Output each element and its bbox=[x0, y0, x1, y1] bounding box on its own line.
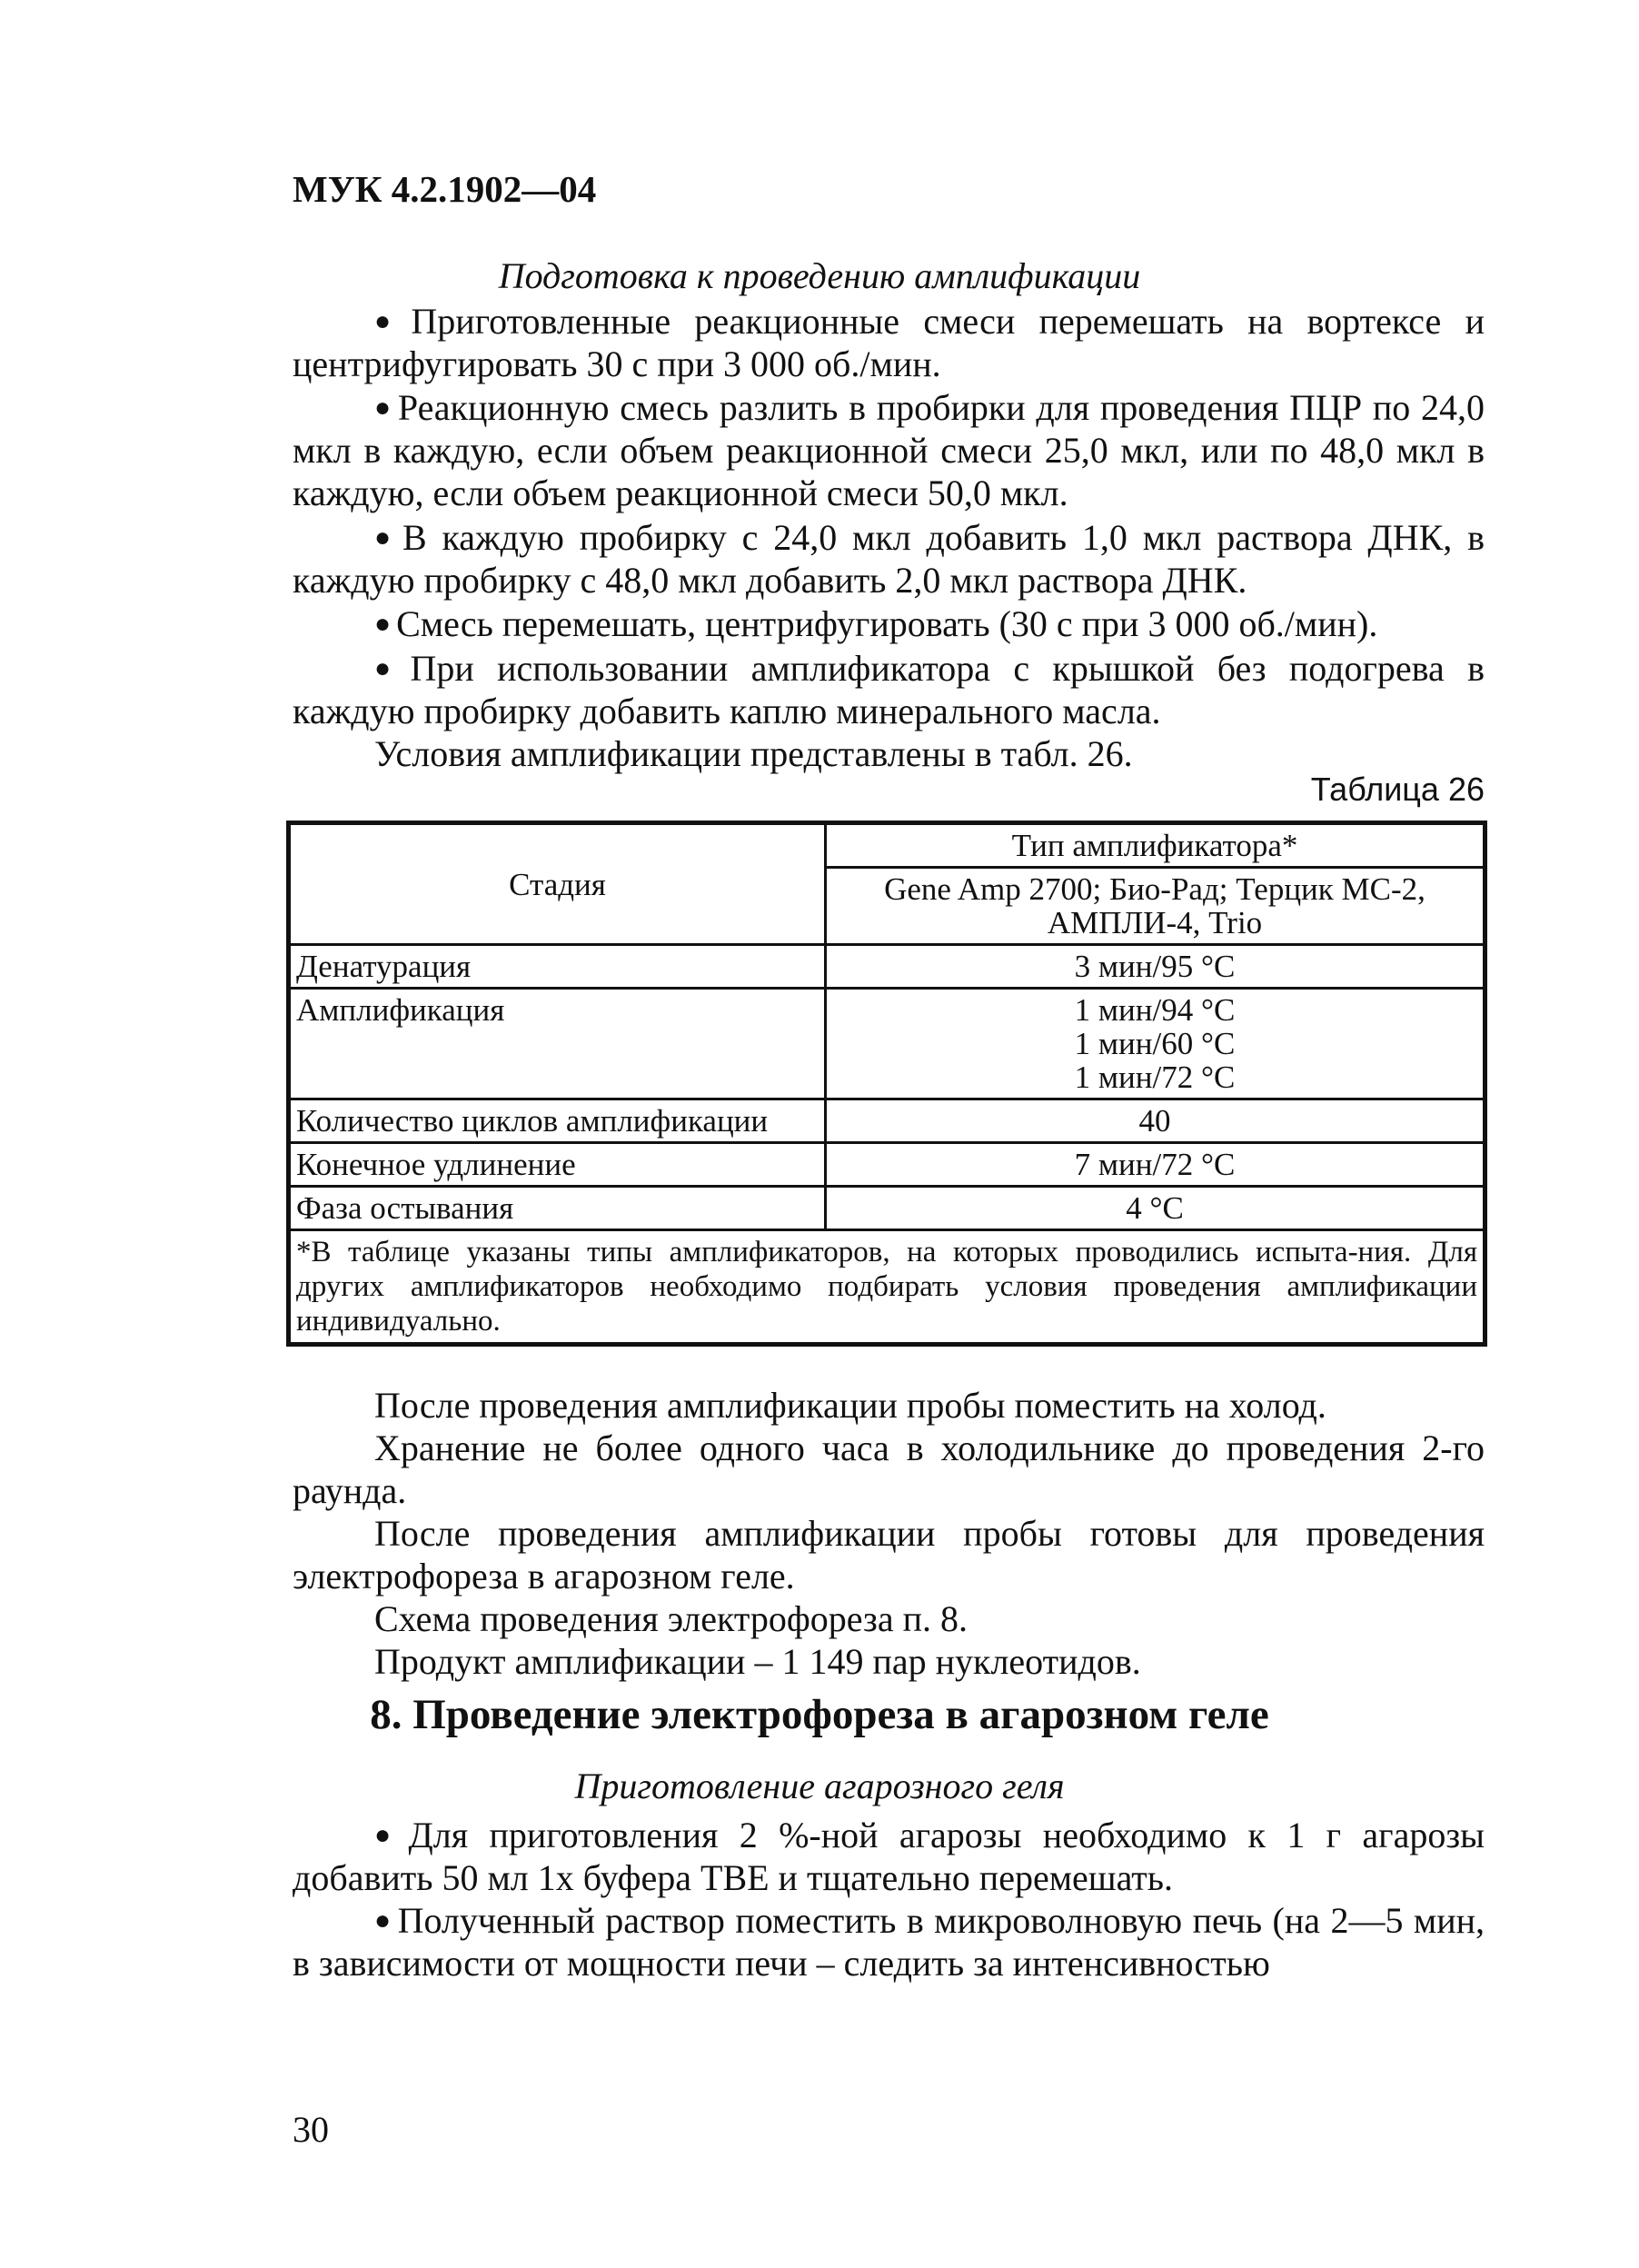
table-row bbox=[289, 945, 1485, 989]
value-cell: 4 °С bbox=[826, 1187, 1485, 1230]
bullet-text: В каждую пробирку с 24,0 мкл добавить 1,0 мкл раствора ДНК, в каждую пробирку с 48,0 мкл добавить 2,0 мкл раствора ДНК. bbox=[293, 517, 1485, 601]
bullet-text: Смесь перемешать, центрифугировать (30 с при 3 000 об./мин). bbox=[396, 603, 1378, 644]
stage-cell: Количество циклов амплификации bbox=[289, 1099, 826, 1143]
bullet-text: Полученный раствор поместить в микроволновую печь (на 2—5 мин, в зависимости от мощности печи – следить за интенсивностью bbox=[293, 1900, 1485, 1984]
page-number: 30 bbox=[293, 2109, 329, 2150]
conditions-paragraph: Условия амплификации представлены в табл. 26. bbox=[374, 733, 1133, 774]
value-line: 1 мин/72 °С bbox=[1074, 1059, 1236, 1095]
value-cell: 40 bbox=[826, 1099, 1485, 1143]
after-paragraph-4: Схема проведения электрофореза п. 8. bbox=[374, 1598, 968, 1639]
after-paragraph-3: После проведения амплификации пробы готовы для проведения электрофореза в агарозном геле. bbox=[293, 1513, 1485, 1597]
bullet-paragraph-4 bbox=[293, 602, 1485, 645]
value-cell: 3 мин/95 °С bbox=[826, 945, 1485, 989]
stage-cell: Денатурация bbox=[289, 945, 826, 989]
stage-cell: Амплификация bbox=[289, 989, 826, 1099]
table-row bbox=[289, 1143, 1485, 1187]
after-paragraph-5: Продукт амплификации – 1 149 пар нуклеотидов. bbox=[374, 1641, 1141, 1682]
bullet-icon: ● bbox=[374, 393, 392, 423]
stage-cell: Конечное удлинение bbox=[289, 1143, 826, 1187]
bullet-paragraph-2 bbox=[293, 386, 1485, 514]
stage-cell: Фаза остывания bbox=[289, 1187, 826, 1230]
table-row bbox=[289, 1099, 1485, 1143]
value-cell: 7 мин/72 °С bbox=[826, 1143, 1485, 1187]
bullet-icon: ● bbox=[374, 522, 397, 552]
after-paragraph-2: Хранение не более одного часа в холодильнике до проведения 2-го раунда. bbox=[293, 1427, 1485, 1511]
bullet-paragraph-7 bbox=[293, 1899, 1485, 1984]
table-footnote: *В таблице указаны типы амплификаторов, на которых проводились испыта-ния. Для других амплификаторов необходимо подбирать условия проведения амплификации индивидуально. bbox=[289, 1230, 1485, 1345]
header-stage: Стадия bbox=[289, 823, 826, 945]
bullet-text: При использовании амплификатора с крышкой без подогрева в каждую пробирку добавить каплю минерального масла. bbox=[293, 648, 1485, 731]
bullet-icon: ● bbox=[374, 653, 405, 683]
table-header-row bbox=[289, 823, 1485, 868]
bullet-text: Приготовленные реакционные смеси перемешать на вортексе и центрифугировать 30 с при 3 000 об./мин. bbox=[293, 301, 1485, 384]
value-line: 1 мин/60 °С bbox=[1074, 1026, 1236, 1061]
bullet-icon: ● bbox=[374, 609, 392, 639]
bullet-icon: ● bbox=[374, 1820, 403, 1850]
subheading-gel-prep: Приготовление агарозного геля bbox=[574, 1766, 1065, 1806]
subheading-amplification-prep: Подготовка к проведению амплификации bbox=[498, 255, 1141, 296]
bullet-text: Реакционную смесь разлить в пробирки для проведения ПЦР по 24,0 мкл в каждую, если объем реакционной смеси 25,0 мкл, или по 48,0 мкл в каждую, если объем реакционной смеси 50,0 мкл. bbox=[293, 387, 1485, 513]
bullet-paragraph-6 bbox=[293, 1814, 1485, 1899]
header-amplifier-models: Gene Amp 2700; Био-Рад; Терцик МС-2, АМПЛИ-4, Trio bbox=[826, 868, 1485, 945]
after-paragraph-1: После проведения амплификации пробы поместить на холод. bbox=[374, 1385, 1326, 1426]
table-row bbox=[289, 1187, 1485, 1230]
table-row bbox=[289, 989, 1485, 1099]
section-title: 8. Проведение электрофореза в агарозном геле bbox=[370, 1691, 1269, 1738]
value-cell bbox=[826, 989, 1485, 1099]
bullet-paragraph-3 bbox=[293, 516, 1485, 602]
amplification-table bbox=[286, 821, 1487, 1347]
table-footnote-row bbox=[289, 1230, 1485, 1345]
table-caption: Таблица 26 bbox=[1310, 771, 1485, 808]
bullet-icon: ● bbox=[374, 306, 406, 336]
value-line: 1 мин/94 °С bbox=[1074, 992, 1236, 1028]
document-code: МУК 4.2.1902—04 bbox=[293, 168, 597, 210]
bullet-icon: ● bbox=[374, 1905, 392, 1935]
bullet-text: Для приготовления 2 %-ной агарозы необходимо к 1 г агарозы добавить 50 мл 1х буфера ТВЕ и тщательно перемешать. bbox=[293, 1815, 1485, 1898]
bullet-paragraph-5 bbox=[293, 647, 1485, 732]
header-amplifier-type: Тип амплификатора* bbox=[826, 823, 1485, 868]
bullet-paragraph-1 bbox=[293, 300, 1485, 385]
